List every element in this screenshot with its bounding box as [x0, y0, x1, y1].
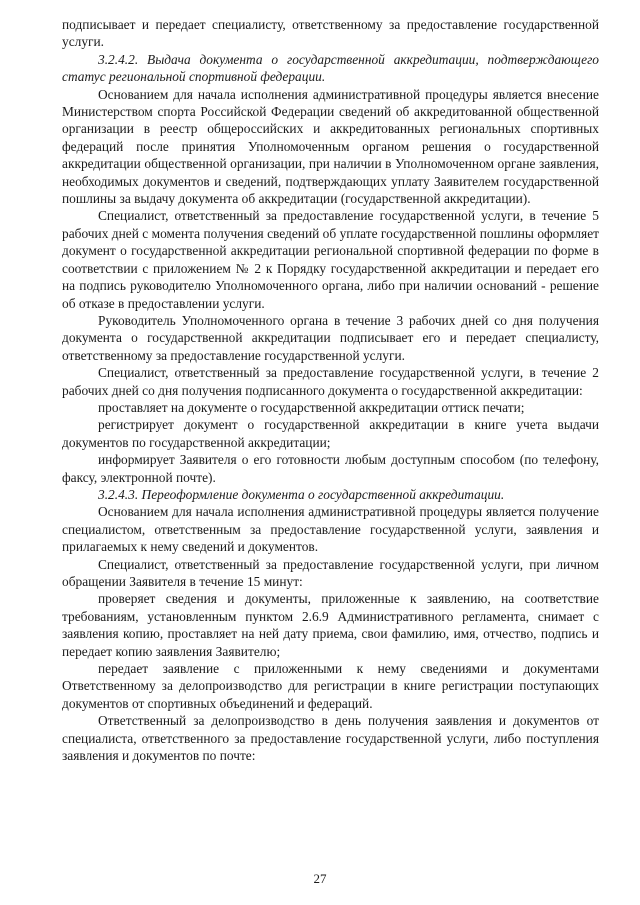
section-heading: 3.2.4.3. Переоформление документа о государственной аккредитации. — [98, 486, 505, 502]
paragraph: регистрирует документ о государственной аккредитации в книге учета выдачи документов по государственной аккредитации; — [62, 417, 599, 450]
body-text — [62, 16, 599, 764]
paragraph: проставляет на документе о государственной аккредитации оттиск печати; — [98, 399, 525, 415]
paragraph: передает заявление с приложенными к нему сведениями и документами Ответственному за делопроизводство для регистрации в книге регистрации поступающих документов от спортивных объединений и федераций. — [62, 661, 599, 711]
paragraph: Специалист, ответственный за предоставление государственной услуги, при личном обращении Заявителя в течение 15 минут: — [62, 556, 599, 589]
paragraph: Основанием для начала исполнения административной процедуры является внесение Министерством спорта Российской Федерации сведений об аккредитованной общественной организации в реестр общероссийских и аккредитованных региональных спортивных федераций после принятия Уполномоченным органом решения о государственной аккредитации общественной организации, при наличии в Уполномоченном органе заявления, необходимых документов и сведений, подтверждающих уплату Заявителем государственной пошлины за выдачу документа об аккредитации (государственной аккредитации). — [62, 86, 599, 207]
paragraph: Специалист, ответственный за предоставление государственной услуги, в течение 5 рабочих дней с момента получения сведений об уплате государственной пошлины оформляет документ о государственной аккредитации региональной спортивной федерации по форме в соответствии с приложением № 2 к Порядку государственной аккредитации и передает его на подпись руководителю Уполномоченного органа, либо при наличии оснований - решение об отказе в предоставлении услуги. — [62, 208, 599, 311]
paragraph: проверяет сведения и документы, приложенные к заявлению, на соответствие требованиям, установленным пунктом 2.6.9 Административного регламента, снимает с заявления копию, проставляет на ней дату приема, свои фамилию, имя, отчество, подпись и передает копию заявления Заявителю; — [62, 591, 599, 659]
paragraph: Руководитель Уполномоченного органа в течение 3 рабочих дней со дня получения документа о государственной аккредитации подписывает его и передает специалисту, ответственному за предоставление государственной услуги. — [62, 312, 599, 363]
page-number: 27 — [313, 871, 327, 886]
paragraph: Основанием для начала исполнения административной процедуры является получение специалистом, ответственным за предоставление государственной услуги, заявления и прилагаемых к нему сведений и документов. — [62, 504, 599, 555]
section-heading: 3.2.4.2. Выдача документа о государственной аккредитации, подтверждающего статус региональной спортивной федерации. — [62, 51, 599, 85]
paragraph: информирует Заявителя о его готовности любым доступным способом (по телефону, факсу, электронной почте). — [62, 452, 599, 485]
paragraph: подписывает и передает специалисту, ответственному за предоставление государственной услуги. — [62, 17, 599, 50]
paragraph: Ответственный за делопроизводство в день получения заявления и документов от специалиста, ответственного за предоставление государственной услуги, либо поступления заявления и документов по почте: — [62, 713, 599, 764]
paragraph: Специалист, ответственный за предоставление государственной услуги, в течение 2 рабочих дней со дня получения подписанного документа о государственной аккредитации: — [62, 365, 599, 398]
